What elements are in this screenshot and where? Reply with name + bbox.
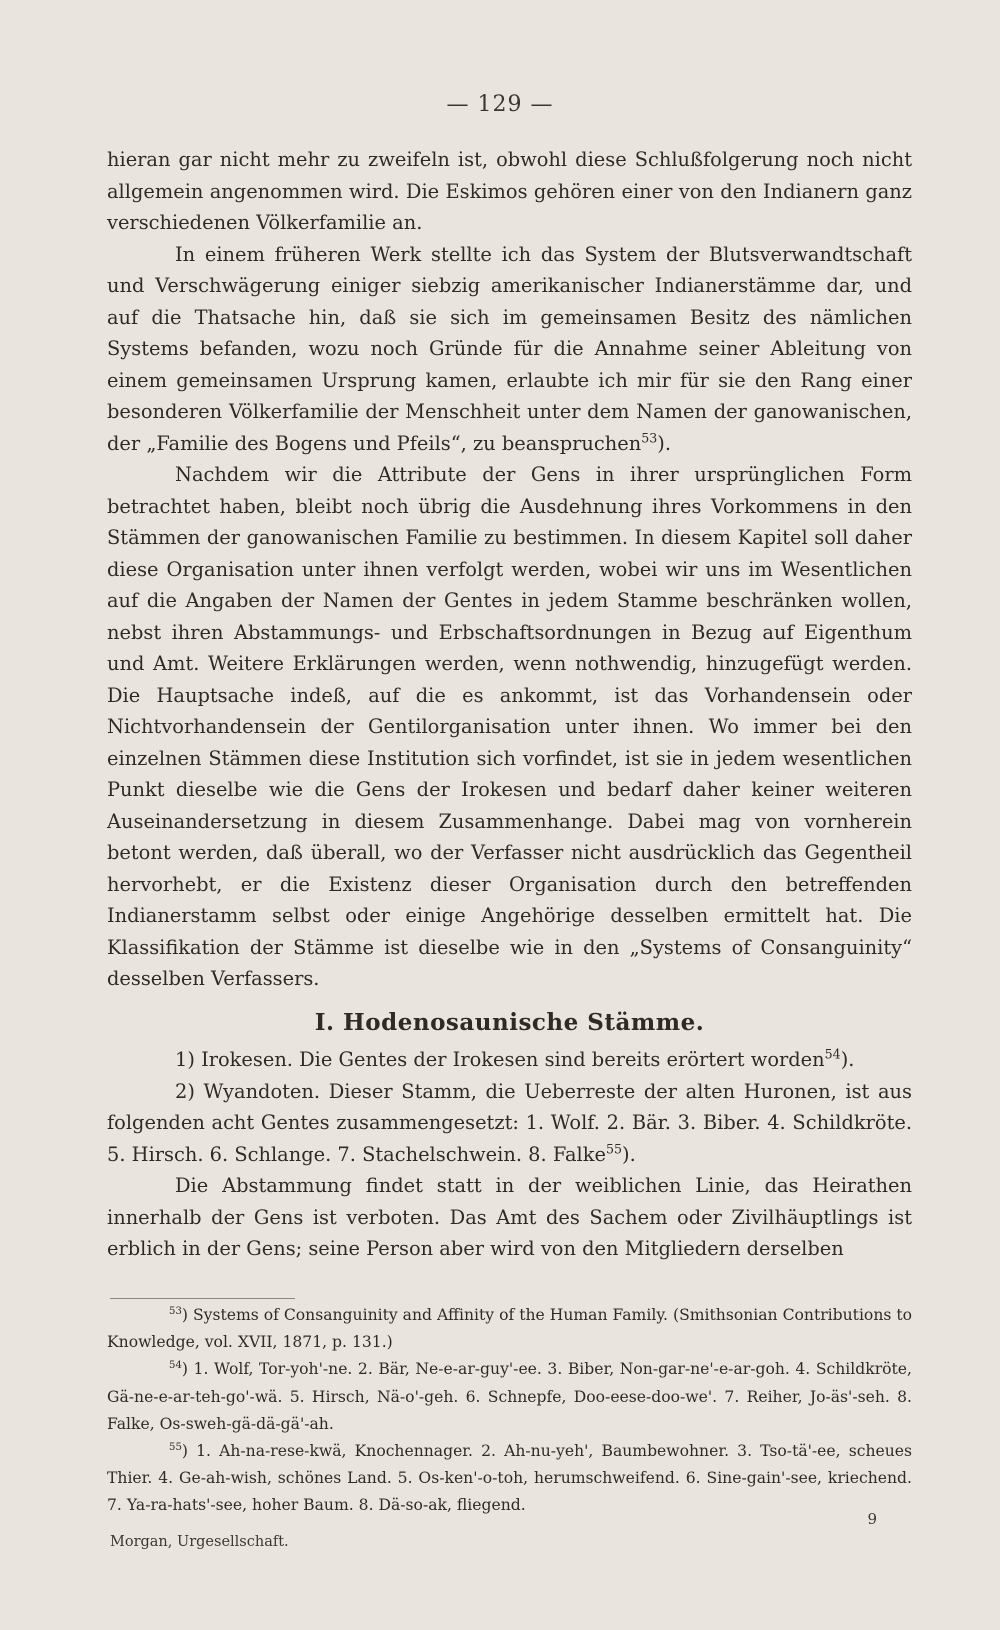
paragraph (107, 459, 912, 995)
paragraph-text: 2) Wyandoten. Dieser Stamm, die Ueberreste der alten Huronen, ist aus folgenden acht Gentes zusammengesetzt: 1. Wolf. 2. Bär. 3. Biber. 4. Schildkröte. 5. Hirsch. 6. Schlange. 7. Stachelschwein. 8. Falke (107, 1079, 912, 1166)
signature-line: Morgan, Urgesellschaft. (110, 1534, 289, 1550)
footnote (107, 1438, 912, 1520)
footnote-text: ) Systems of Consanguinity and Affinity of the Human Family. (Smithsonian Contributions to Knowledge, vol. XVII, 1871, p. 131.) (107, 1306, 912, 1352)
footnote-reference: 53 (641, 430, 658, 446)
footnote (107, 1302, 912, 1356)
page-number: — 129 — (446, 92, 554, 117)
footnotes (107, 1302, 912, 1520)
paragraph-text: 1) Irokesen. Die Gentes der Irokesen sind bereits erörtert worden (175, 1048, 825, 1071)
paragraph-text: Nachdem wir die Attribute der Gens in ihrer ursprünglichen Form betrachtet haben, bleibt noch übrig die Ausdehnung ihres Vorkommens in den Stämmen der ganowanischen Familie zu bestimmen. In diesem Kapitel soll daher diese Organisation unter ihnen verfolgt werden, wobei wir uns im Wesentlichen auf die Angaben der Namen der Gentes in jedem Stamme beschränken wollen, nebst ihren Abstammungs- und Erbschaftsordnungen in Bezug auf Eigenthum und Amt. Weitere Erklärungen werden, wenn nothwendig, hinzugefügt werden. Die Hauptsache indeß, auf die es ankommt, ist das Vorhandensein oder Nichtvorhandensein der Gentilorganisation unter ihnen. Wo immer bei den einzelnen Stämmen diese Institution sich vorfindet, ist sie in jedem wesentlichen Punkt dieselbe wie die Gens der Irokesen und bedarf daher keiner weiteren Auseinandersetzung in diesem Zusammenhange. Dabei mag von vornherein betont werden, daß überall, wo der Verfasser nicht ausdrücklich das Gegentheil hervorhebt, er die Existenz dieser Organisation durch den betreffenden Indianerstamm selbst oder einige Angehörige desselben ermittelt hat. Die Klassifikation der Stämme ist dieselbe wie in den „Systems of Consanguinity“ desselben Verfassers. (107, 463, 912, 990)
footnote-text: ) 1. Wolf, Tor-yoh'-ne. 2. Bär, Ne-e-ar-guy'-ee. 3. Biber, Non-gar-ne'-e-ar-goh. 4. Schildkröte, Gä-ne-e-ar-teh-go'-wä. 5. Hirsch, Nä-o'-geh. 6. Schnepfe, Doo-eese-doo-we'. 7. Reiher, Jo-äs'-seh. 8. Falke, Os-sweh-gä-dä-gä'-ah. (107, 1360, 912, 1433)
signature-mark: 9 (867, 1510, 877, 1528)
paragraph-text: Die Abstammung findet statt in der weiblichen Linie, das Heirathen innerhalb der Gens ist verboten. Das Amt des Sachem oder Zivilhäuptlings ist erblich in der Gens; seine Person aber wird von den Mitgliedern derselben (107, 1174, 912, 1260)
footnote-reference: 54 (824, 1046, 841, 1062)
paragraph-tail: ). (622, 1142, 636, 1166)
section-heading: I. Hodenosaunische Stämme. (314, 1008, 705, 1036)
paragraph (107, 1170, 912, 1265)
paragraph (107, 239, 912, 460)
paragraph-text: In einem früheren Werk stellte ich das System der Blutsverwandtschaft und Verschwägerung einiger siebzig amerikanischer Indianerstämme dar, und auf die Thatsache hin, daß sie sich im gemeinsamen Besitz des nämlichen Systems befanden, wozu noch Gründe für die Annahme seiner Ableitung von einem gemeinsamen Ursprung kamen, erlaubte ich mir für sie den Rang einer besonderen Völkerfamilie der Menschheit unter dem Namen der ganowanischen, der „Familie des Bogens und Pfeils“, zu beanspruchen (107, 242, 912, 455)
paragraph (107, 144, 912, 239)
paragraph (107, 1044, 912, 1076)
footnote-mark: 54 (169, 1360, 182, 1372)
paragraph (107, 1076, 912, 1171)
footnote-reference: 55 (605, 1141, 622, 1157)
main-text (107, 144, 912, 1265)
footnote-mark: 53 (169, 1305, 182, 1317)
footnote-text: ) 1. Ah-na-rese-kwä, Knochennager. 2. Ah-nu-yeh', Baumbewohner. 3. Tso-tä'-ee, scheues Thier. 4. Ge-ah-wish, schönes Land. 5. Os-ken'-o-toh, herumschweifend. 6. Sine-gain'-see, kriechend. 7. Ya-ra-hats'-see, hoher Baum. 8. Dä-so-ak, fliegend. (107, 1442, 912, 1515)
footnote (107, 1356, 912, 1438)
paragraph-tail: ). (840, 1048, 855, 1071)
footnote-divider (110, 1298, 295, 1299)
paragraph-text: hieran gar nicht mehr zu zweifeln ist, obwohl diese Schlußfolgerung noch nicht allgemein angenommen wird. Die Eskimos gehören einer von den Indianern ganz verschiedenen Völkerfamilie an. (107, 148, 912, 234)
paragraph-tail: ). (657, 431, 671, 455)
footnote-mark: 55 (169, 1441, 182, 1453)
